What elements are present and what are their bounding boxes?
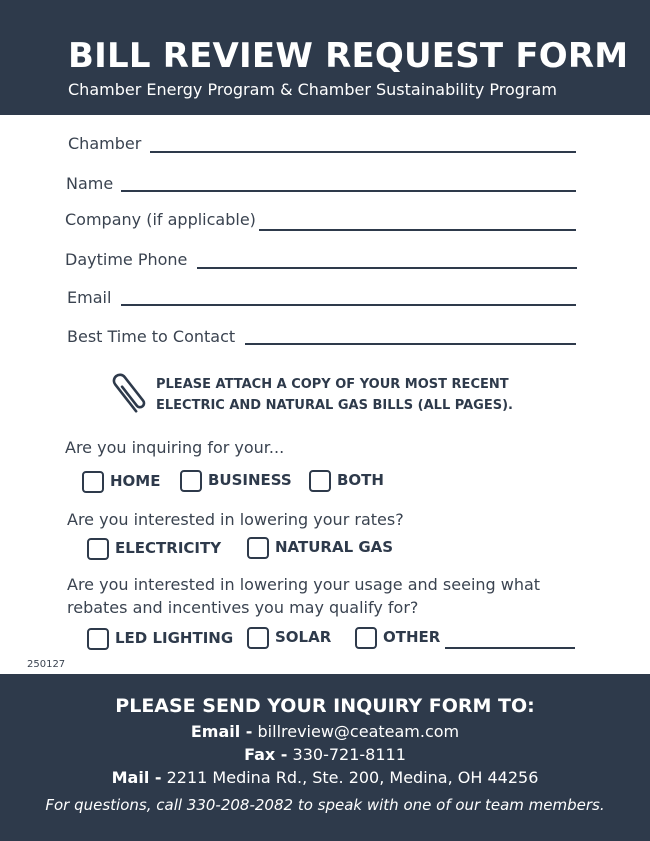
name-input-line[interactable] bbox=[121, 190, 576, 192]
field-label-daytime-phone: Daytime Phone bbox=[65, 250, 188, 269]
footer-fax-line bbox=[0, 745, 650, 764]
question-inquiring-for: Are you inquiring for your... bbox=[65, 438, 285, 457]
checkbox-business[interactable] bbox=[180, 470, 202, 492]
field-daytime-phone bbox=[0, 248, 650, 278]
field-label-email: Email bbox=[67, 288, 112, 307]
paperclip-icon bbox=[108, 368, 150, 420]
field-email bbox=[0, 286, 650, 316]
field-label-chamber: Chamber bbox=[68, 134, 142, 153]
footer-questions-note: For questions, call 330-208-2082 to speak with one of our team members. bbox=[45, 796, 605, 814]
form-subtitle: Chamber Energy Program & Chamber Sustainability Program bbox=[68, 80, 557, 99]
option-label-led-lighting: LED LIGHTING bbox=[115, 629, 234, 647]
option-label-business: BUSINESS bbox=[208, 471, 292, 489]
option-label-other: OTHER bbox=[383, 628, 441, 646]
footer-fax-label: Fax - bbox=[244, 745, 288, 764]
checkbox-led-lighting[interactable] bbox=[87, 628, 109, 650]
best-time-input-line[interactable] bbox=[245, 343, 576, 345]
other-input-line[interactable] bbox=[445, 647, 575, 649]
phone-input-line[interactable] bbox=[197, 267, 577, 269]
question-lowering-usage bbox=[67, 573, 540, 619]
notice-line-2: ELECTRIC AND NATURAL GAS BILLS (ALL PAGES). bbox=[156, 398, 513, 413]
header-banner bbox=[0, 0, 650, 115]
footer-mail-value: 2211 Medina Rd., Ste. 200, Medina, OH 44256 bbox=[166, 768, 539, 787]
field-best-time bbox=[0, 325, 650, 355]
checkbox-electricity[interactable] bbox=[87, 538, 109, 560]
footer-email-value[interactable]: billreview@ceateam.com bbox=[257, 722, 460, 741]
option-label-solar: SOLAR bbox=[275, 628, 332, 646]
field-chamber bbox=[0, 132, 650, 162]
attach-bills-notice bbox=[156, 374, 513, 416]
question-usage-line-1: Are you interested in lowering your usage and seeing what bbox=[67, 575, 541, 594]
question-lowering-rates: Are you interested in lowering your rates? bbox=[67, 510, 404, 529]
option-label-both: BOTH bbox=[337, 471, 384, 489]
checkbox-other[interactable] bbox=[355, 627, 377, 649]
form-title: BILL REVIEW REQUEST FORM bbox=[68, 36, 629, 76]
option-label-electricity: ELECTRICITY bbox=[115, 539, 222, 557]
notice-line-1: PLEASE ATTACH A COPY OF YOUR MOST RECENT bbox=[156, 377, 509, 392]
footer-banner bbox=[0, 674, 650, 841]
email-input-line[interactable] bbox=[121, 304, 576, 306]
form-code: 250127 bbox=[27, 659, 66, 670]
checkbox-solar[interactable] bbox=[247, 627, 269, 649]
footer-mail-label: Mail - bbox=[111, 768, 162, 787]
field-name bbox=[0, 172, 650, 202]
field-label-name: Name bbox=[66, 174, 114, 193]
footer-heading: PLEASE SEND YOUR INQUIRY FORM TO: bbox=[115, 695, 535, 717]
checkbox-home[interactable] bbox=[82, 471, 104, 493]
checkbox-natural-gas[interactable] bbox=[247, 537, 269, 559]
field-company bbox=[0, 209, 650, 239]
footer-email-line bbox=[0, 722, 650, 741]
company-input-line[interactable] bbox=[259, 229, 576, 231]
footer-fax-value: 330-721-8111 bbox=[292, 745, 406, 764]
checkbox-both[interactable] bbox=[309, 470, 331, 492]
field-label-best-time: Best Time to Contact bbox=[67, 327, 236, 346]
chamber-input-line[interactable] bbox=[150, 151, 576, 153]
option-label-home: HOME bbox=[110, 472, 161, 490]
footer-mail-line bbox=[0, 768, 650, 787]
footer-email-label: Email - bbox=[190, 722, 253, 741]
question-usage-line-2: rebates and incentives you may qualify for? bbox=[67, 598, 419, 617]
field-label-company: Company (if applicable) bbox=[65, 210, 256, 229]
option-label-natural-gas: NATURAL GAS bbox=[275, 538, 394, 556]
